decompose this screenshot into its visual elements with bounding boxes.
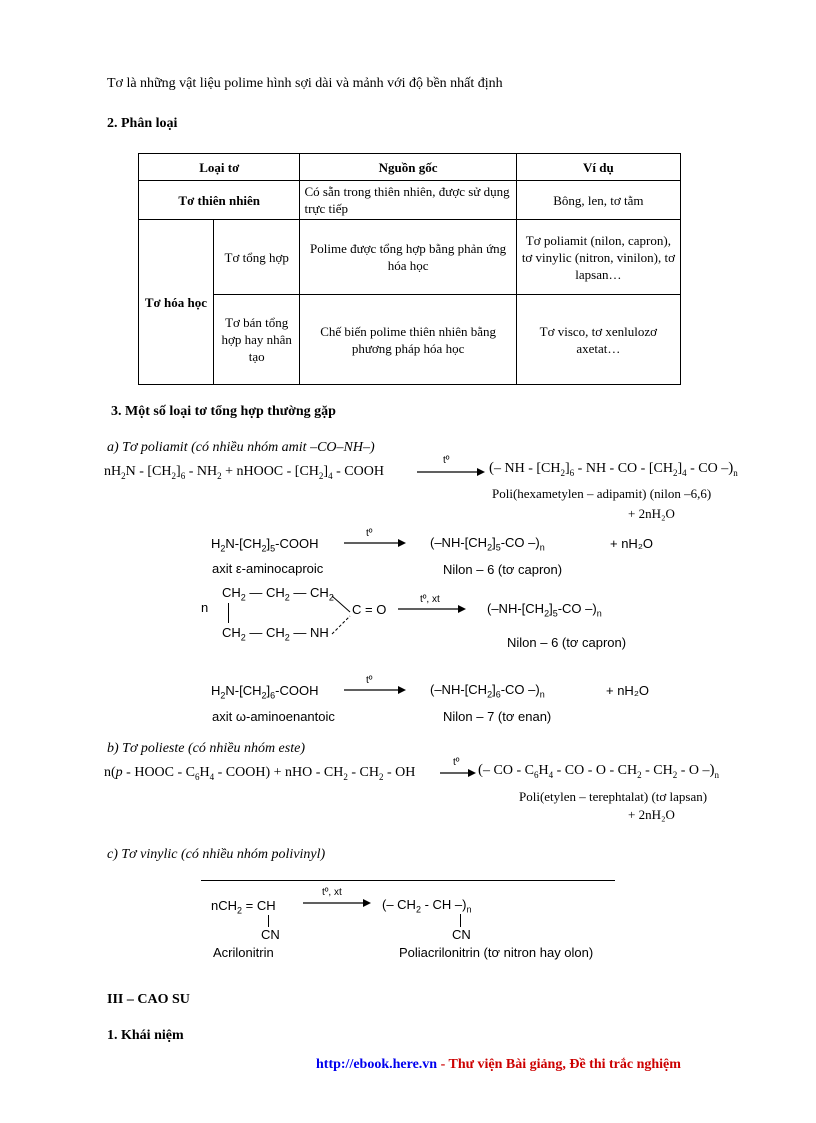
reaction-6-reactant-name: Acrilonitrin xyxy=(213,945,274,960)
table-header-origin: Nguồn gốc xyxy=(300,154,516,181)
reaction-1-arrow-icon xyxy=(417,466,485,478)
reaction-4-condition: tº xyxy=(366,675,373,686)
section-heading-concept: 1. Khái niệm xyxy=(107,1028,184,1043)
reaction-3-coefficient: n xyxy=(201,600,209,615)
reaction-1-condition: tº xyxy=(443,455,450,466)
table-header-type: Loại tơ xyxy=(139,154,300,181)
reaction-5-water: + 2nH₂O xyxy=(628,807,675,822)
reaction-5-condition: tº xyxy=(453,757,460,768)
reaction-2-reactant-name: axit ε-aminocaproic xyxy=(212,561,324,576)
footer-library-text: Thư viện Bài giảng, Đề thi trắc nghiệm xyxy=(448,1057,681,1072)
reaction-2-condition: tº xyxy=(366,528,373,539)
reaction-3-ring-bottom: $CH_2$ — $CH_2$ — NH xyxy=(222,625,329,643)
table-cell-synthetic-example: Tơ poliamit (nilon, capron), tơ vinylic (nitron, vinilon), tơ lapsan… xyxy=(516,220,680,295)
reaction-3-ring-top: $CH_2$ — $CH_2$ — $CH_2$ xyxy=(222,585,334,603)
reaction-3-product-name: Nilon – 6 (tơ capron) xyxy=(507,635,627,650)
reaction-2-product: ($-NH-[CH_2]_5-CO$ $-)_n$ xyxy=(430,535,545,553)
table-cell-synthetic-origin: Polime được tổng hợp bằng phản ứng hóa học xyxy=(300,220,516,295)
reaction-1-product: (– NH - $[CH_2]_6$ - NH - CO - $[CH_2]_4$ - CO $-)_n$ xyxy=(489,460,738,478)
subsection-a-title: a) Tơ poliamit (có nhiều nhóm amit –CO–NH–) xyxy=(107,440,375,455)
reaction-2-reactant: $H_2N-[CH_2]_5$-COOH xyxy=(211,536,319,554)
reaction-6-product-cn: CN xyxy=(452,927,471,942)
reaction-3-arrow-icon xyxy=(398,603,466,615)
reaction-3-product: ($-NH-[CH_2]_5-CO$ $-)_n$ xyxy=(487,601,602,619)
reaction-1-reactants: $nH_2N - [CH_2]_6 - NH_2$ + nHOOC - $[CH_2]_4$ - COOH xyxy=(104,464,384,481)
reaction-5-arrow-icon xyxy=(440,767,476,779)
reaction-3-ring-bond xyxy=(228,603,229,623)
reaction-6-product-bond xyxy=(460,914,461,927)
reaction-3-condition: tº, xt xyxy=(420,594,440,605)
table-cell-natural-origin: Có sẵn trong thiên nhiên, được sử dụng trực tiếp xyxy=(300,181,516,220)
reaction-2-product-name: Nilon – 6 (tơ capron) xyxy=(443,562,563,577)
footer-link[interactable]: http://ebook.here.vn xyxy=(316,1057,438,1072)
footer-separator: - xyxy=(437,1057,449,1072)
reaction-3-ring-closure-icon xyxy=(330,594,354,636)
table-header-example: Ví dụ xyxy=(516,154,680,181)
reaction-4-product-name: Nilon – 7 (tơ enan) xyxy=(443,709,552,724)
section-heading-classification: 2. Phân loại xyxy=(107,116,178,131)
intro-text: Tơ là những vật liệu polime hình sợi dài và mảnh với độ bền nhất định xyxy=(107,76,503,91)
reaction-6-top-rule xyxy=(201,880,615,881)
table-cell-natural-example: Bông, len, tơ tằm xyxy=(516,181,680,220)
reaction-1-water: + 2nH₂O xyxy=(628,506,675,521)
reaction-4-arrow-icon xyxy=(344,684,406,696)
reaction-2-water: + nH₂O xyxy=(610,536,653,551)
reaction-4-reactant-name: axit ω-aminoenantoic xyxy=(212,709,335,724)
reaction-6-reactant-bond xyxy=(268,915,269,927)
reaction-4-product: ($-NH-[CH_2]_6-CO$ $-)_n$ xyxy=(430,682,545,700)
table-cell-semi-example: Tơ visco, tơ xenlulozơ axetat… xyxy=(516,295,680,385)
table-cell-natural: Tơ thiên nhiên xyxy=(139,181,300,220)
reaction-5-product-name: Poli(etylen – terephtalat) (tơ lapsan) xyxy=(519,789,708,804)
table-cell-semi-origin: Chế biến polime thiên nhiên bằng phương pháp hóa học xyxy=(300,295,516,385)
subsection-b-title: b) Tơ polieste (có nhiều nhóm este) xyxy=(107,741,305,756)
reaction-2-arrow-icon xyxy=(344,537,406,549)
table-cell-semi-synthetic: Tơ bán tổng hợp hay nhân tạo xyxy=(213,295,300,385)
section-heading-common-synthetic: 3. Một số loại tơ tổng hợp thường gặp xyxy=(111,404,336,419)
fiber-classification-table xyxy=(138,153,681,385)
table-cell-synthetic: Tơ tổng hợp xyxy=(213,220,300,295)
reaction-6-reactant: nCH$_2$ = CH xyxy=(211,898,276,916)
reaction-1-product-name: Poli(hexametylen – adipamit) (nilon –6,6) xyxy=(492,486,712,501)
page-footer xyxy=(316,1057,681,1073)
reaction-6-product-name: Poliacrilonitrin (tơ nitron hay olon) xyxy=(399,945,594,960)
section-heading-rubber: III – CAO SU xyxy=(107,992,190,1007)
reaction-4-reactant: $H_2N-[CH_2]_6$-COOH xyxy=(211,683,319,701)
subsection-c-title: c) Tơ vinylic (có nhiều nhóm polivinyl) xyxy=(107,847,326,862)
reaction-6-product: (– $CH_2$ - CH $-)_n$ xyxy=(382,897,472,915)
reaction-6-condition: tº, xt xyxy=(322,887,342,898)
reaction-5-product: (– CO - $C_6H_4$ - CO - O - $CH_2 - CH_2$ - O $-)_n$ xyxy=(478,762,719,780)
reaction-3-carbonyl: C = O xyxy=(352,602,387,617)
reaction-6-reactant-cn: CN xyxy=(261,927,280,942)
reaction-4-water: + nH₂O xyxy=(606,683,649,698)
table-cell-chemical: Tơ hóa học xyxy=(139,220,214,385)
reaction-6-arrow-icon xyxy=(303,897,371,909)
reaction-5-reactants: n(p - HOOC - $C_6H_4$ - COOH) + nHO - $CH_2 - CH_2$ - OH xyxy=(104,765,416,782)
